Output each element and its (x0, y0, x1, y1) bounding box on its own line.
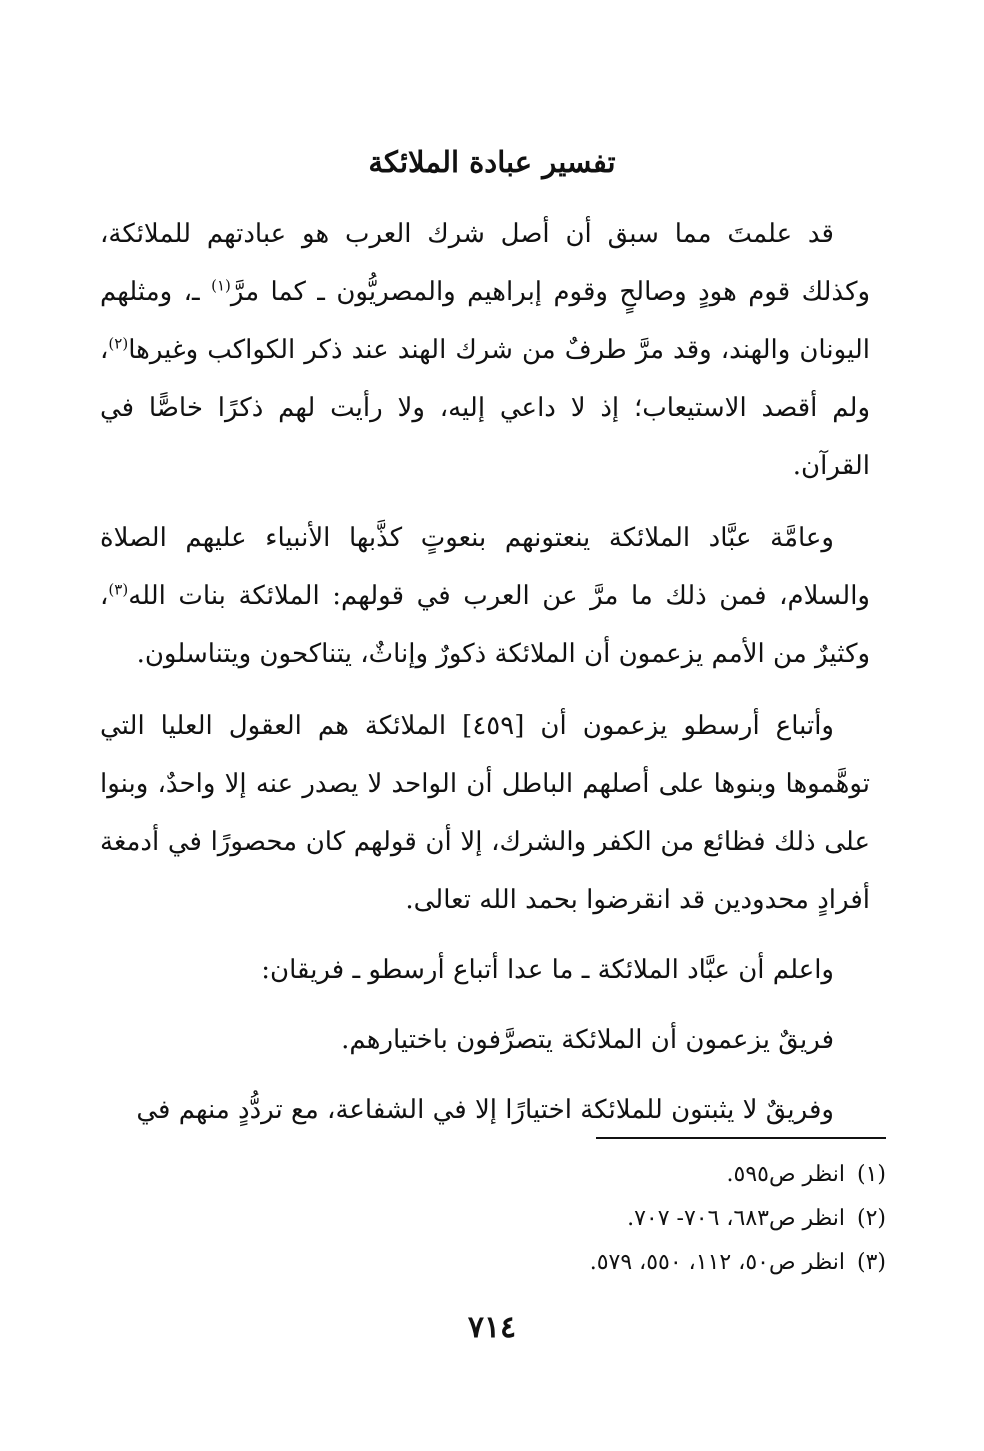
footnote-ref-3: (٣) (108, 580, 129, 599)
paragraph-1-text-b: ـ، ومثلهم اليونان والهند، وقد مرَّ طرفٌ من شرك الهند عند ذكر الكواكب وغيرها (100, 277, 870, 365)
paragraph-5: فريقٌ يزعمون أن الملائكة يتصرَّفون باختيارهم. (341, 1025, 834, 1055)
footnote-text: انظر ص٥٠، ١١٢، ٥٥٠، ٥٧٩. (589, 1250, 845, 1275)
footnote-ref-2: (٢) (108, 334, 129, 353)
body-text (100, 205, 870, 1151)
page-number: ٧١٤ (467, 1310, 517, 1345)
paragraph-1 (100, 205, 870, 495)
footnote-item (206, 1241, 886, 1285)
paragraph-6: وفريقٌ لا يثبتون للملائكة اختيارًا إلا في الشفاعة، مع تردُّدٍ منهم في (136, 1095, 834, 1125)
footnote-ref-1: (١) (211, 276, 231, 295)
footnote-text: انظر ص٥٩٥. (726, 1162, 845, 1187)
footnotes (206, 1153, 886, 1285)
paragraph-1-text-c: ، ولم أقصد الاستيعاب؛ إذ لا داعي إليه، ولا رأيت لهم ذكرًا خاصًّا في القرآن. (100, 335, 870, 481)
paragraph-3: وأتباع أرسطو يزعمون أن [٤٥٩] الملائكة هم العقول العليا التي توهَّموها وبنوها على أصلهم الباطل أن الواحد لا يصدر عنه إلا واحدٌ، وبنوا على ذلك فظائع من الكفر والشرك، إلا أن قولهم كان محصورًا في أدمغة أفرادٍ محدودين قد انقرضوا بحمد الله تعالى. (100, 711, 870, 915)
footnote-number: (١) (856, 1162, 886, 1187)
paragraph-2 (100, 509, 870, 683)
paragraph-1-text-a: قد علمتَ مما سبق أن أصل شرك العرب هو عبادتهم للملائكة، وكذلك قوم هودٍ وصالحٍ وقوم إبراهيم والمصريُّون ـ كما مرَّ (100, 219, 870, 307)
paragraph-4: واعلم أن عبَّاد الملائكة ـ ما عدا أتباع أرسطو ـ فريقان: (261, 955, 834, 985)
footnote-number: (٣) (856, 1250, 886, 1275)
paragraph-2-text-b: ، وكثيرٌ من الأمم يزعمون أن الملائكة ذكورٌ وإناثٌ، يتناكحون ويتناسلون. (100, 581, 870, 669)
footnote-item (206, 1153, 886, 1197)
page-title: تفسير عبادة الملائكة (368, 145, 616, 179)
footnote-text: انظر ص٦٨٣، ٧٠٦- ٧٠٧. (627, 1206, 845, 1231)
footnote-number: (٢) (856, 1206, 886, 1231)
paragraph-2-text-a: وعامَّة عبَّاد الملائكة ينعتونهم بنعوتٍ كذَّبها الأنبياء عليهم الصلاة والسلام، فمن ذلك ما مرَّ عن العرب في قولهم: الملائكة بنات الله (100, 523, 870, 611)
footnote-item (206, 1197, 886, 1241)
footnote-divider (596, 1137, 886, 1139)
